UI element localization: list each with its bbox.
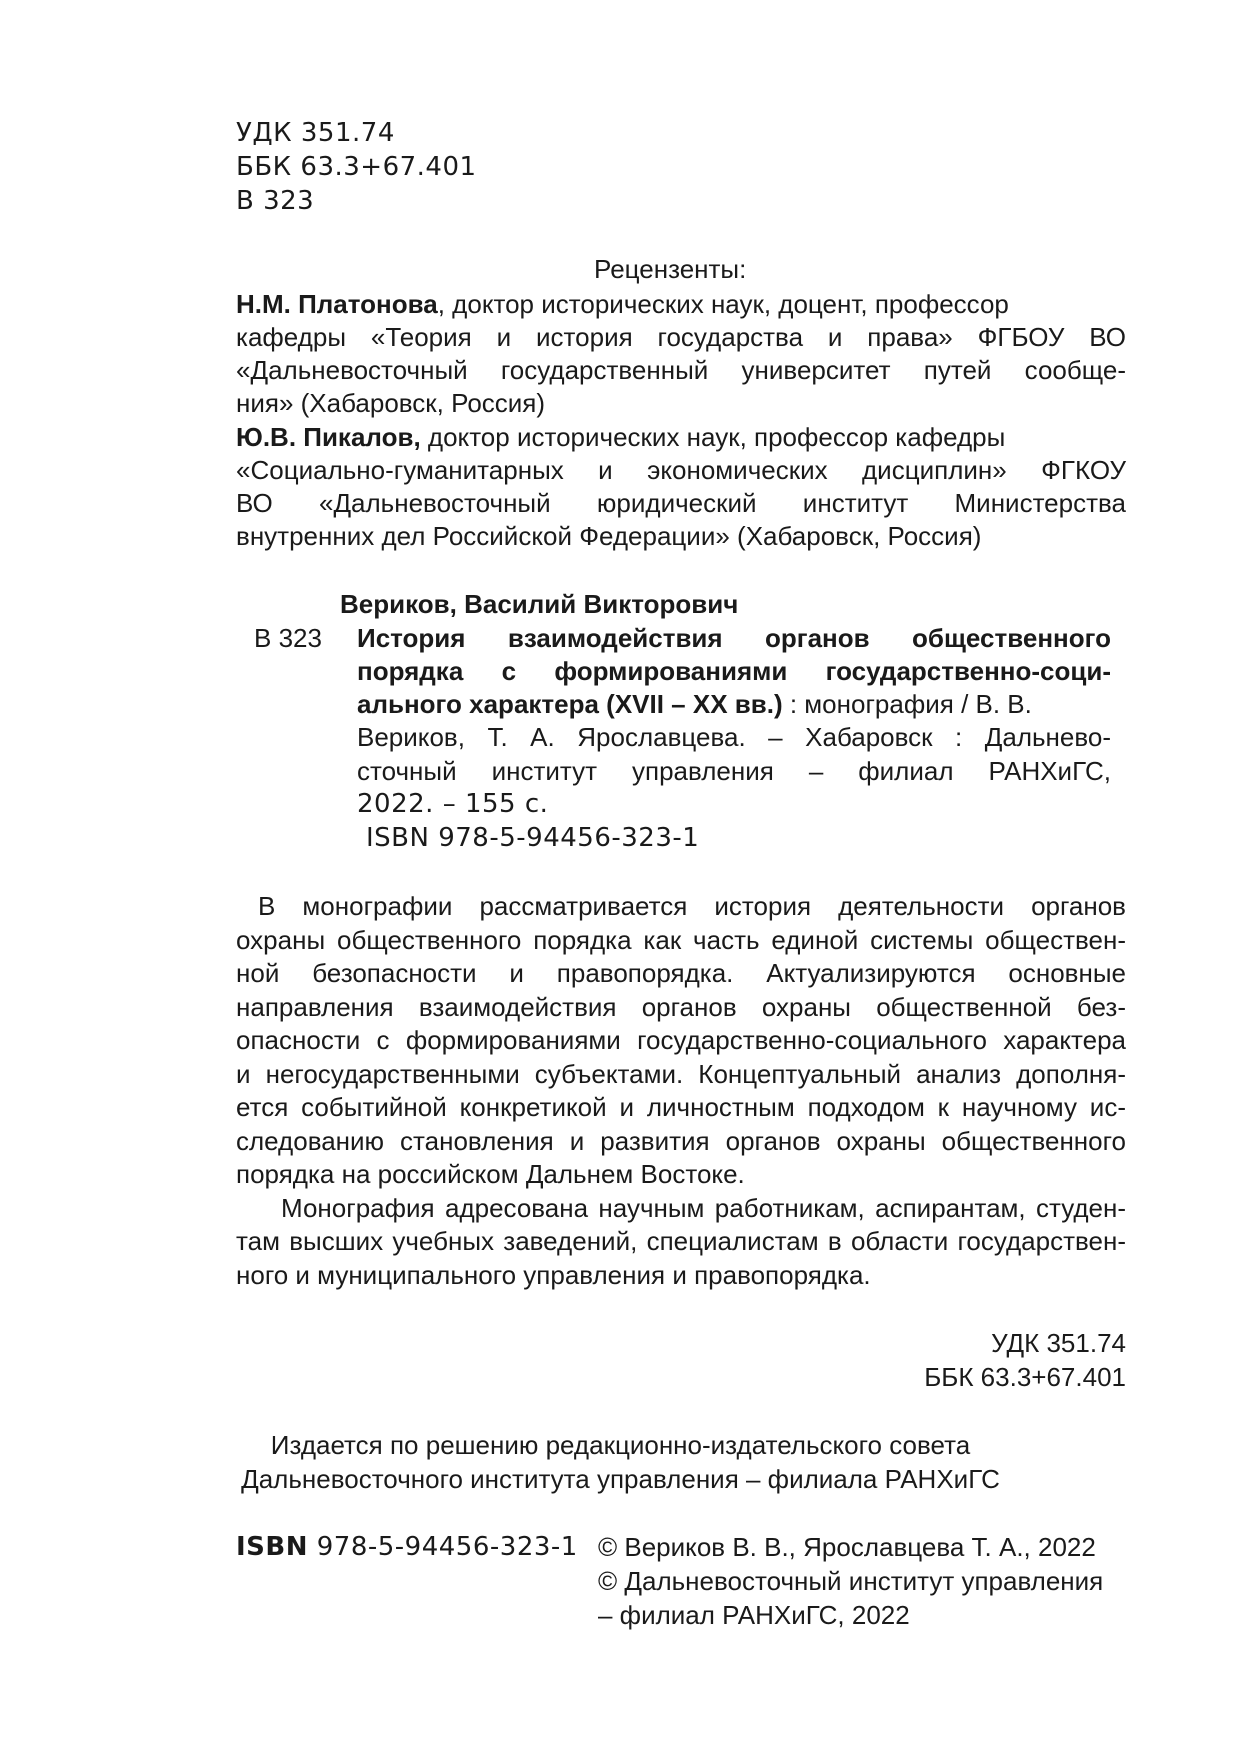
book-author: Вериков, Василий Викторович	[340, 589, 739, 619]
abstract-line: ется событийной конкретикой и личностным подходом к научному ис-	[236, 1092, 1126, 1122]
abstract-line: следованию становления и развития органов охраны общественного	[236, 1126, 1126, 1156]
bibliography-isbn: ISBN 978-5-94456-323-1	[366, 823, 700, 853]
udk-code: УДК 351.74	[236, 118, 395, 148]
abstract-line: ного и муниципального управления и правопорядка.	[236, 1260, 871, 1290]
reviewer-line: Ю.В. Пикалов, доктор исторических наук, профессор кафедры	[236, 422, 1006, 452]
udk-code-right: УДК 351.74	[991, 1328, 1126, 1358]
abstract-line: и негосударственными субъектами. Концептуальный анализ дополня-	[236, 1059, 1126, 1089]
book-title-line: порядка с формированиями государственно-соци-	[357, 656, 1111, 686]
bbk-code-right: ББК 63.3+67.401	[924, 1362, 1126, 1392]
abstract-line: В монографии рассматривается история деятельности органов	[258, 891, 1126, 921]
bibliography-mark: В 323	[254, 623, 322, 653]
publication-note-line: Издается по решению редакционно-издательского совета	[270, 1430, 971, 1460]
reviewer-line: кафедры «Теория и история государства и права» ФГБОУ ВО	[236, 322, 1126, 352]
bibliography-line: 2022. – 155 с.	[357, 789, 549, 819]
abstract-line: Монография адресована научным работникам, аспирантам, студен-	[281, 1193, 1126, 1223]
copyright-line: © Вериков В. В., Ярославцева Т. А., 2022	[598, 1532, 1096, 1562]
reviewer-line: внутренних дел Российской Федерации» (Хабаровск, Россия)	[236, 521, 982, 551]
reviewer-line: «Дальневосточный государственный университет путей сообще-	[236, 355, 1126, 385]
book-title-line: История взаимодействия органов общественного	[357, 623, 1111, 653]
abstract-line: охраны общественного порядка как часть единой системы обществен-	[236, 925, 1126, 955]
bbk-code: ББК 63.3+67.401	[236, 152, 477, 182]
abstract-line: там высших учебных заведений, специалистам в области государствен-	[236, 1226, 1126, 1256]
reviewer-line: ВО «Дальневосточный юридический институт Министерства	[236, 488, 1126, 518]
publication-note-line: Дальневосточного института управления – филиала РАНХиГС	[241, 1464, 1000, 1494]
isbn-label: ISBN	[236, 1532, 308, 1562]
abstract-line: ной безопасности и правопорядка. Актуализируются основные	[236, 958, 1126, 988]
copyright-line: © Дальневосточный институт управления	[598, 1566, 1104, 1596]
copyright-line: – филиал РАНХиГС, 2022	[598, 1600, 910, 1630]
abstract-line: направления взаимодействия органов охраны общественной без-	[236, 992, 1126, 1022]
bibliography-line: сточный институт управления – филиал РАНХиГС,	[357, 756, 1111, 786]
reviewers-heading: Рецензенты:	[594, 254, 747, 284]
footer-isbn	[236, 1532, 578, 1562]
isbn-number: 978-5-94456-323-1	[316, 1532, 578, 1562]
reviewer-line: «Социально-гуманитарных и экономических дисциплин» ФГКОУ	[236, 455, 1126, 485]
reviewer-line: Н.М. Платонова, доктор исторических наук, доцент, профессор	[236, 289, 1009, 319]
abstract-line: опасности с формированиями государственно-социального характера	[236, 1025, 1126, 1055]
author-mark: В 323	[236, 186, 315, 216]
book-title-line: ального характера (XVII – XX вв.) : монография / В. В.	[357, 689, 1032, 719]
bibliography-line: Вериков, Т. А. Ярославцева. – Хабаровск : Дальнево-	[357, 722, 1111, 752]
reviewer-line: ния» (Хабаровск, Россия)	[236, 388, 546, 418]
abstract-line: порядка на российском Дальнем Востоке.	[236, 1159, 745, 1189]
